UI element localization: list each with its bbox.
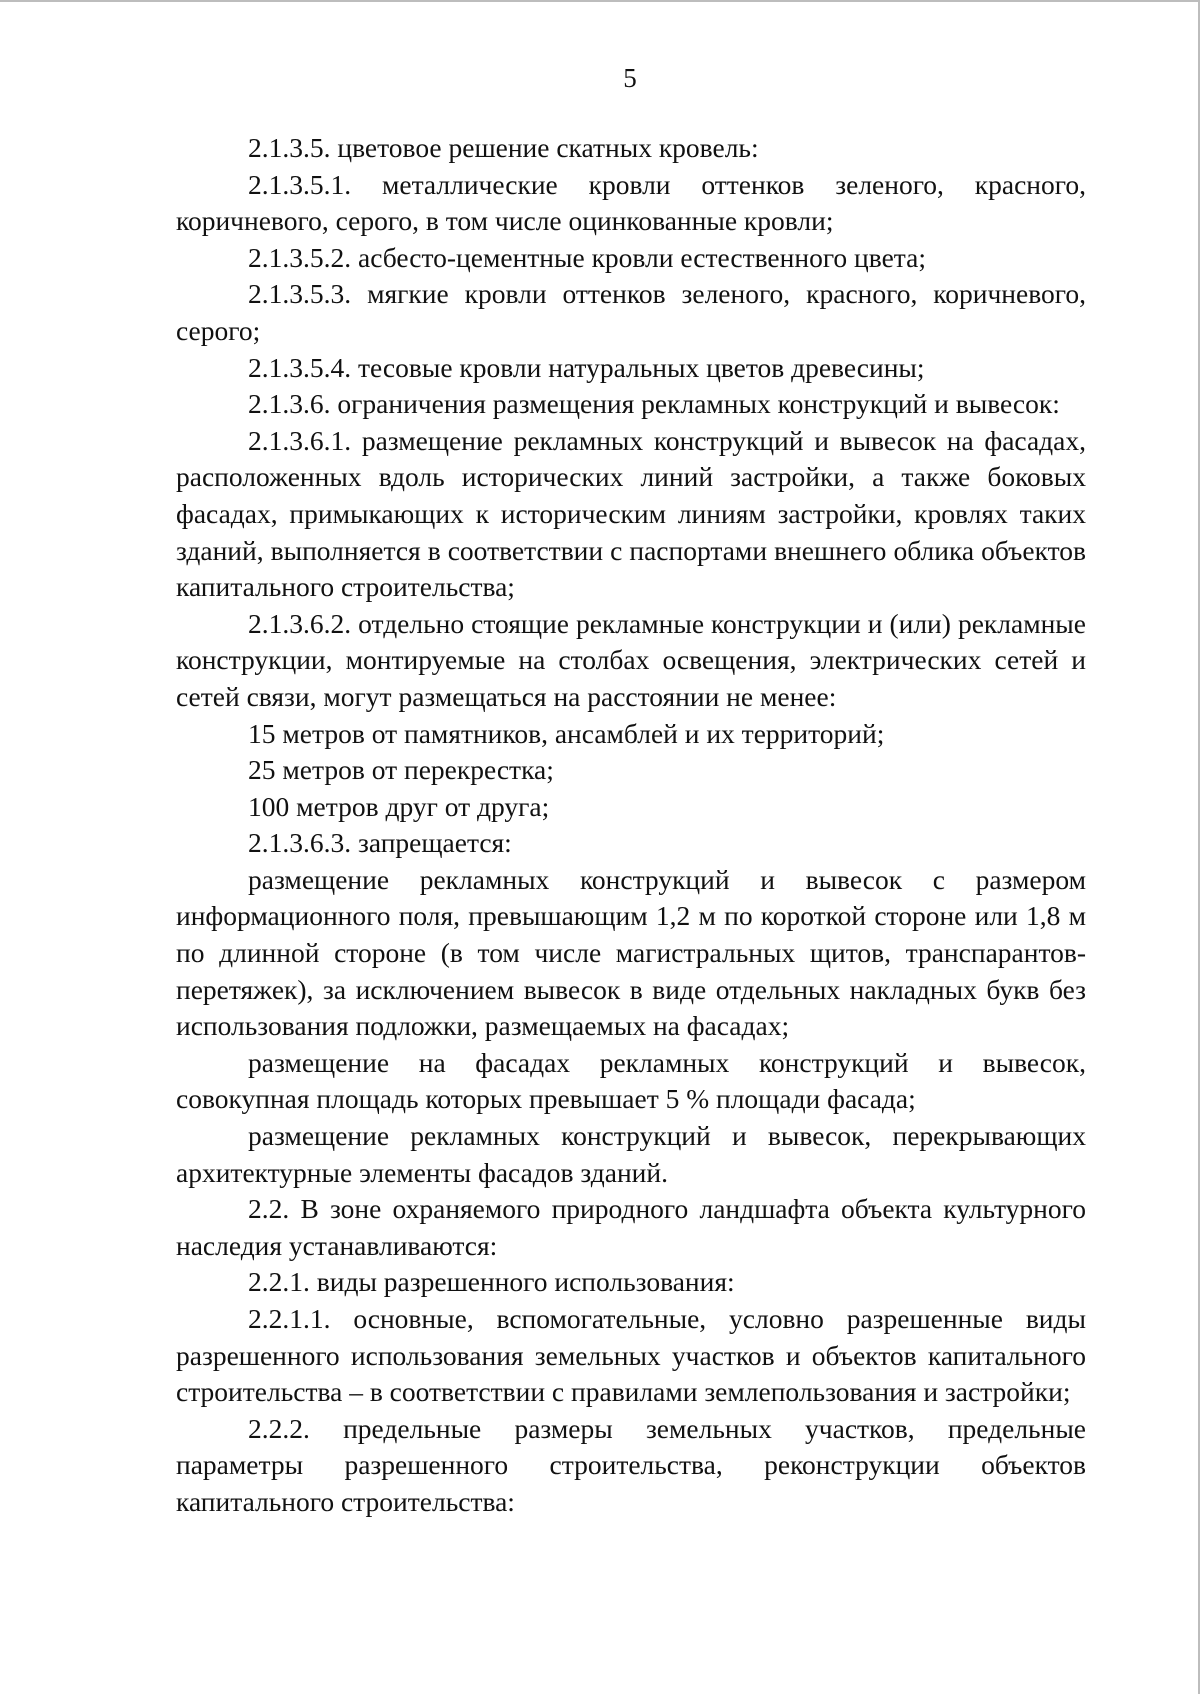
clause-2-1-3-5-3: 2.1.3.5.3. мягкие кровли оттенков зеленого, красного, коричневого, серого; <box>176 278 1086 346</box>
prohibition-item-1: размещение рекламных конструкций и вывесок с размером информационного поля, превышающим 1,2 м по короткой стороне или 1,8 м по длинной стороне (в том числе магистральных щитов, транспарантов-перетяжек), за исключением вывесок в виде отдельных накладных букв без использования подложки, размещаемых на фасадах; <box>176 863 1086 1042</box>
distance-item-15m: 15 метров от памятников, ансамблей и их территорий; <box>248 717 885 749</box>
page-number: 5 <box>623 63 637 93</box>
clause-2-1-3-5-2: 2.1.3.5.2. асбесто-цементные кровли естественного цвета; <box>248 241 926 273</box>
clause-2-2: 2.2. В зоне охраняемого природного ландшафта объекта культурного наследия устанавливаются: <box>176 1193 1086 1261</box>
scan-edge-top <box>0 0 1200 2</box>
clause-2-2-1: 2.2.1. виды разрешенного использования: <box>248 1266 735 1298</box>
distance-item-25m: 25 метров от перекрестка; <box>248 754 554 786</box>
clause-2-1-3-5: 2.1.3.5. цветовое решение скатных кровель: <box>248 132 759 163</box>
prohibition-item-2: размещение на фасадах рекламных конструкций и вывесок, совокупная площадь которых превышает 5 % площади фасада; <box>176 1046 1086 1115</box>
clause-2-2-2: 2.2.2. предельные размеры земельных участков, предельные параметры разрешенного строительства, реконструкции объектов капитального строительства: <box>176 1412 1086 1517</box>
clause-2-2-1-1: 2.2.1.1. основные, вспомогательные, условно разрешенные виды разрешенного использования земельных участков и объектов капитального строительства – в соответствии с правилами землепользования и застройки; <box>176 1303 1086 1408</box>
clause-2-1-3-6-3: 2.1.3.6.3. запрещается: <box>248 827 512 859</box>
clause-2-1-3-5-4: 2.1.3.5.4. тесовые кровли натуральных цветов древесины; <box>248 351 925 383</box>
clause-2-1-3-6-1: 2.1.3.6.1. размещение рекламных конструкций и вывесок на фасадах, расположенных вдоль исторических линий застройки, а также боковых фасадах, примыкающих к историческим линиям застройки, кровлях таких зданий, выполняется в соответствии с паспортами внешнего облика объектов капитального строительства; <box>176 424 1086 603</box>
prohibition-item-3: размещение рекламных конструкций и вывесок, перекрывающих архитектурные элементы фасадов зданий. <box>176 1120 1086 1188</box>
clause-2-1-3-6: 2.1.3.6. ограничения размещения рекламных конструкций и вывесок: <box>248 388 1060 420</box>
clause-2-1-3-5-1: 2.1.3.5.1. металлические кровли оттенков зеленого, красного, коричневого, серого, в том числе оцинкованные кровли; <box>176 168 1086 237</box>
clause-2-1-3-6-2: 2.1.3.6.2. отдельно стоящие рекламные конструкции и (или) рекламные конструкции, монтируемые на столбах освещения, электрических сетей и сетей связи, могут размещаться на расстоянии не менее: <box>176 607 1086 712</box>
document-body <box>176 130 1086 1521</box>
distance-item-100m: 100 метров друг от друга; <box>248 790 550 822</box>
